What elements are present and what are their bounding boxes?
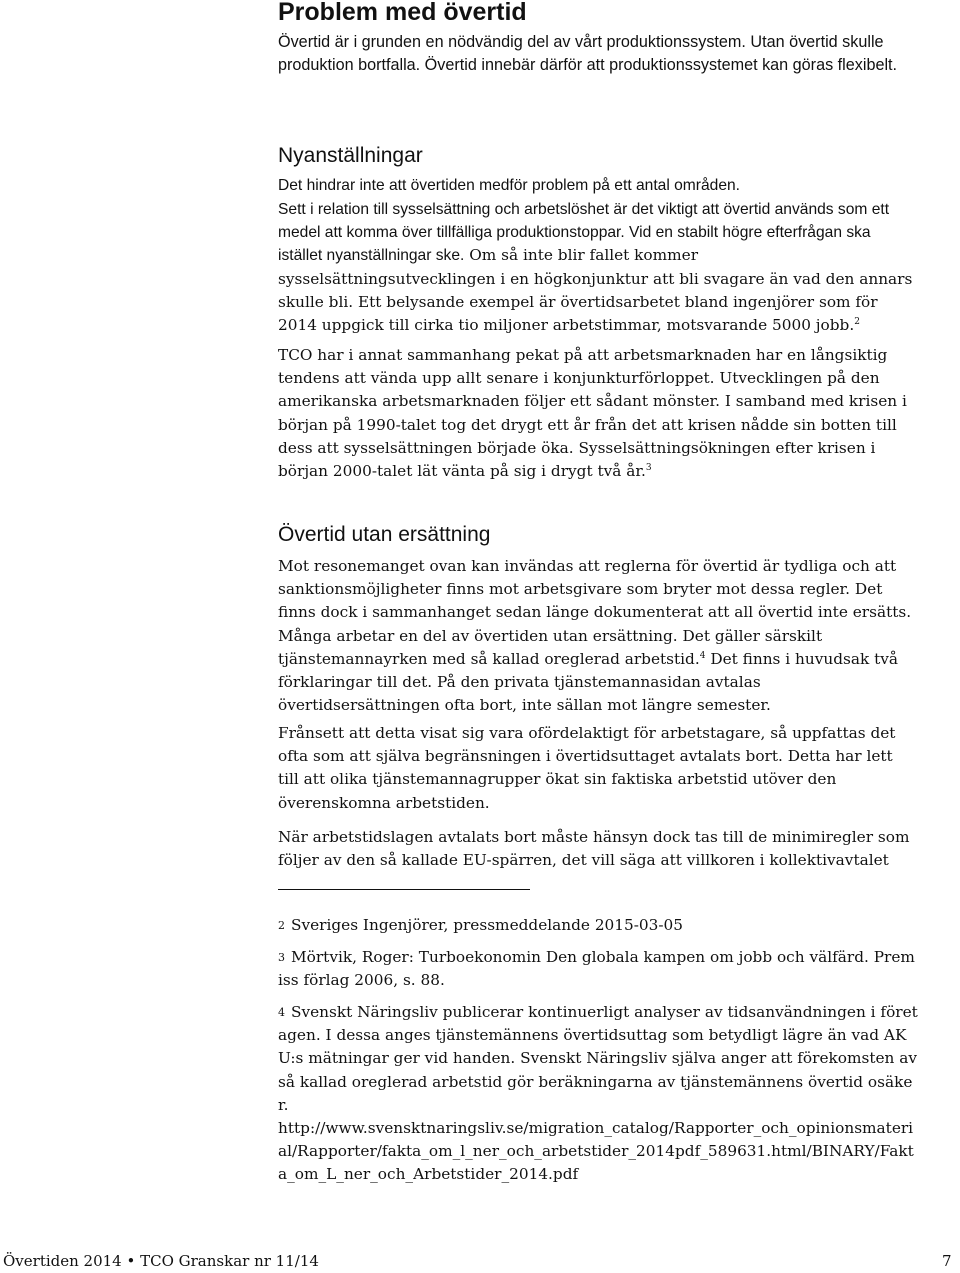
nyanstallningar-paragraph-1 [278,176,918,337]
footnote-2-number: 2 [278,919,285,932]
nyanstallningar-intro-line: Det hindrar inte att övertiden medför problem på ett antal områden. [278,177,741,194]
footnote-3-number: 3 [278,951,285,964]
footnote-4-text: Svenskt Näringsliv publicerar kontinuerligt analyser av tidsanvändningen i företagen. I dessa anges tjänstemännens övertidsuttag som betydligt lägre än vad AKU:s mätningar ger vid handen. Svenskt Näringsliv själva anger att förekomsten av så kallad oreglerad arbetstid gör beräkningarna av tjänstemännens övertid osäker. [278,1003,918,1114]
intro-paragraph: Övertid är i grunden en nödvändig del av vårt produktionssystem. Utan övertid skulle produktion bortfalla. Övertid innebär därför att produktionssystemet kan göras flexibelt. [278,33,898,74]
footnote-ref-3[interactable]: 3 [645,463,652,474]
footnote-ref-4[interactable]: 4 [699,650,706,661]
footnote-2-text: Sveriges Ingenjörer, pressmeddelande 2015-03-05 [291,916,684,934]
ersattning-paragraph-3: När arbetstidslagen avtalats bort måste hänsyn dock tas till de minimiregler som följer av den så kallade EU-spärren, det vill säga att villkoren i kollektivavtalet [278,828,910,870]
nyanstallningar-paragraph-1-rest: Om så inte blir fallet kommer sysselsättningsutvecklingen i en högkonjunktur att bli svagare än vad den annars skulle bli. Ett belysande exempel är övertidsarbetet bland ingenjörer som för 2014 uppgick till cirka tio miljoner arbetstimmar, motsvarande 5000 jobb. [278,246,913,335]
section-heading-nyanstallningar: Nyanställningar [278,144,423,167]
section-heading-overtid-utan-ersattning: Övertid utan ersättning [278,523,491,546]
ersattning-paragraph-1-lead: Mot resonemanget ovan kan invändas att reglerna för övertid är tydliga och att sanktionsmöjligheter finns mot arbetsgivare som bryter mot dessa regler. Det finns dock i sammanhanget sedan länge dokumenterat att all övertid inte ersätts. Många arbetar en del av övertiden utan ersättning. Det gäller särskilt tjänstemannayrken med så kallad oreglerad arbetstid. [278,557,912,668]
nyanstallningar-paragraph-2 [278,344,918,483]
footnote-separator [278,889,530,890]
footnote-3-text: Mörtvik, Roger: Turboekonomin Den globala kampen om jobb och välfärd. Premiss förlag 2006, s. 88. [278,948,915,990]
nyanstallningar-paragraph-2-text: TCO har i annat sammanhang pekat på att arbetsmarknaden har en långsiktig tendens att vända upp allt senare i konjunkturförloppet. Utvecklingen på den amerikanska arbetsmarknaden följer ett sådant mönster. I samband med krisen i början på 1990-talet tog det drygt ett år från det att krisen nådde sin botten till dess att sysselsättningen började öka. Sysselsättningsökningen efter krisen i början 2000-talet lät vänta på sig i drygt två år. [278,346,907,481]
ersattning-paragraph-1-rest: Det finns i huvudsak två förklaringar till det. På den privata tjänstemannasidan avtalas övertidsersättningen ofta bort, inte sällan mot längre semester. [278,649,899,715]
footnote-2 [278,914,918,937]
page-number: 7 [942,1252,952,1270]
section-heading-problem: Problem med övertid [278,0,527,26]
footnote-4-url[interactable]: http://www.svensktnaringsliv.se/migration_catalog/Rapporter_och_opinionsmaterial/Rapporter/fakta_om_l_ner_och_arbetstider_2014pdf_589631.html/BINARY/Fakta_om_L_ner_och_Arbetstider_2014.pdf [278,1119,914,1184]
footnote-4 [278,1001,918,1187]
footnote-3 [278,946,918,992]
ersattning-paragraph-2: Frånsett att detta visat sig vara ofördelaktigt för arbetstagare, så uppfattas det ofta som att själva begränsningen i övertidsuttaget avtalats bort. Detta har lett till att olika tjänstemannagrupper ökat sin faktiska arbetstid utöver den överenskomna arbetstiden. [278,724,896,812]
footnote-4-number: 4 [278,1006,285,1019]
ersattning-paragraph-1 [278,555,918,717]
page-footer-title: Övertiden 2014 • TCO Granskar nr 11/14 [3,1252,319,1270]
nyanstallningar-paragraph-1-lead: Sett i relation till sysselsättning och arbetslöshet är det viktigt att övertid används som ett medel att komma över tillfälliga produktionstoppar. Vid en stabilt högre efterfrågan ska istället nyanställningar ske. [278,201,890,265]
footnote-ref-2[interactable]: 2 [854,317,860,328]
